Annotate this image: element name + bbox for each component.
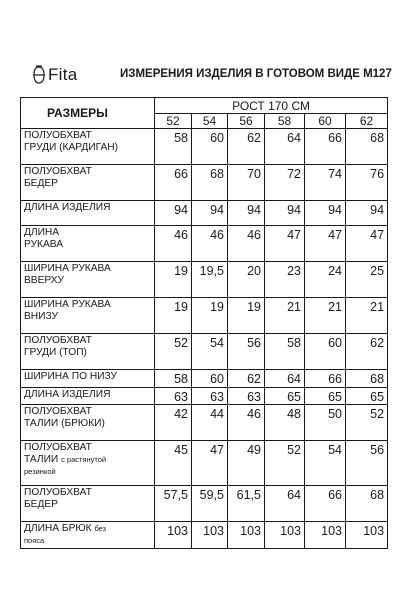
label-line: ПОЛУОБХВАТ	[24, 487, 92, 498]
measurement-value: 46	[228, 405, 265, 441]
measurement-value: 52	[265, 441, 305, 486]
measurement-value: 62	[346, 334, 388, 370]
measurement-value: 103	[346, 522, 388, 549]
label-line: ШИРИНА РУКАВА	[24, 263, 111, 274]
measurement-value: 94	[228, 201, 265, 226]
label-line: ПОЛУОБХВАТ	[24, 335, 92, 346]
label-line: ГРУДИ (ТОП)	[24, 347, 87, 358]
brand-logo	[32, 62, 78, 88]
table-row	[21, 201, 388, 226]
measurement-value: 94	[265, 201, 305, 226]
label-line: ПОЛУОБХВАТ	[24, 130, 92, 141]
measurement-value: 103	[265, 522, 305, 549]
label-line: ТАЛИИ	[24, 454, 59, 465]
measurement-value: 21	[305, 298, 346, 334]
measurement-value: 52	[155, 334, 192, 370]
label-line: БЕДЕР	[24, 499, 58, 510]
measurement-value: 19	[155, 298, 192, 334]
measurement-value: 44	[192, 405, 228, 441]
measurement-value: 48	[265, 405, 305, 441]
measurement-label	[21, 405, 155, 441]
measurement-value: 66	[305, 370, 346, 388]
measurement-value: 60	[192, 370, 228, 388]
table-row	[21, 486, 388, 522]
measurement-value: 49	[228, 441, 265, 486]
measurement-value: 72	[265, 165, 305, 201]
size-cell: 62	[346, 114, 388, 129]
measurement-label	[21, 370, 155, 388]
measurement-value: 24	[305, 262, 346, 298]
measurement-value: 60	[305, 334, 346, 370]
measurement-value: 62	[228, 370, 265, 388]
measurement-value: 23	[265, 262, 305, 298]
measurement-value: 63	[155, 388, 192, 405]
label-line: ДЛИНА ИЗДЕЛИЯ	[24, 202, 111, 213]
measurement-value: 25	[346, 262, 388, 298]
size-cell: 52	[155, 114, 192, 129]
measurement-label	[21, 201, 155, 226]
measurement-value: 65	[346, 388, 388, 405]
measurement-value: 42	[155, 405, 192, 441]
label-line: ПОЛУОБХВАТ	[24, 406, 92, 417]
measurement-value: 66	[305, 486, 346, 522]
label-line: ВВЕРХУ	[24, 275, 64, 286]
measurement-label	[21, 334, 155, 370]
measurement-value: 21	[265, 298, 305, 334]
measurement-value: 94	[192, 201, 228, 226]
measurement-value: 47	[346, 226, 388, 262]
fita-logo-icon	[32, 65, 46, 85]
table-row	[21, 129, 388, 165]
size-chart-table	[20, 97, 388, 549]
measurement-value: 46	[155, 226, 192, 262]
measurement-value: 65	[305, 388, 346, 405]
label-line: ДЛИНА БРЮК	[24, 523, 92, 534]
measurement-value: 63	[192, 388, 228, 405]
label-line: с растянутой	[61, 455, 107, 464]
page-header	[0, 62, 400, 88]
measurement-value: 19	[155, 262, 192, 298]
measurement-label	[21, 262, 155, 298]
measurement-label	[21, 298, 155, 334]
measurement-value: 19	[192, 298, 228, 334]
measurement-value: 103	[228, 522, 265, 549]
measurement-value: 63	[228, 388, 265, 405]
label-line: ДЛИНА	[24, 227, 60, 238]
table-row	[21, 405, 388, 441]
measurement-value: 66	[305, 129, 346, 165]
label-line: ПОЛУОБХВАТ	[24, 442, 92, 453]
measurement-value: 103	[305, 522, 346, 549]
measurement-value: 76	[346, 165, 388, 201]
measurement-label	[21, 129, 155, 165]
label-line: ВНИЗУ	[24, 311, 58, 322]
measurement-value: 60	[192, 129, 228, 165]
table-header-row	[21, 98, 388, 114]
table-row	[21, 522, 388, 549]
measurement-label	[21, 522, 155, 549]
measurement-value: 46	[228, 226, 265, 262]
measurement-value: 56	[346, 441, 388, 486]
measurement-value: 58	[155, 370, 192, 388]
measurement-value: 94	[305, 201, 346, 226]
measurement-value: 64	[265, 129, 305, 165]
measurement-value: 50	[305, 405, 346, 441]
measurement-value: 62	[228, 129, 265, 165]
table-row	[21, 298, 388, 334]
measurement-value: 68	[192, 165, 228, 201]
measurement-value: 54	[305, 441, 346, 486]
measurement-label	[21, 486, 155, 522]
label-line: ШИРИНА ПО НИЗУ	[24, 371, 118, 382]
measurement-value: 103	[155, 522, 192, 549]
measurement-value: 61,5	[228, 486, 265, 522]
measurement-value: 68	[346, 370, 388, 388]
measurement-value: 19	[228, 298, 265, 334]
measurement-label	[21, 165, 155, 201]
measurement-value: 58	[265, 334, 305, 370]
measurement-value: 59,5	[192, 486, 228, 522]
measurement-value: 70	[228, 165, 265, 201]
measurement-value: 57,5	[155, 486, 192, 522]
measurement-value: 47	[192, 441, 228, 486]
document-title: ИЗМЕРЕНИЯ ИЗДЕЛИЯ В ГОТОВОМ ВИДЕ M127	[120, 68, 392, 80]
table-row	[21, 388, 388, 405]
measurement-value: 64	[265, 486, 305, 522]
size-cell: 54	[192, 114, 228, 129]
size-cell: 60	[305, 114, 346, 129]
measurement-value: 21	[346, 298, 388, 334]
label-line: ПОЛУОБХВАТ	[24, 166, 92, 177]
measurement-label	[21, 441, 155, 486]
measurement-value: 56	[228, 334, 265, 370]
sizes-header: РАЗМЕРЫ	[21, 98, 155, 129]
measurement-value: 68	[346, 129, 388, 165]
measurement-value: 46	[192, 226, 228, 262]
measurement-value: 68	[346, 486, 388, 522]
measurement-value: 45	[155, 441, 192, 486]
table-row	[21, 370, 388, 388]
measurement-value: 64	[265, 370, 305, 388]
label-line: ШИРИНА РУКАВА	[24, 299, 111, 310]
measurement-value: 54	[192, 334, 228, 370]
size-cell: 58	[265, 114, 305, 129]
measurement-value: 65	[265, 388, 305, 405]
measurement-label	[21, 226, 155, 262]
logo-text: Fita	[48, 65, 78, 84]
size-cell: 56	[228, 114, 265, 129]
label-line: РУКАВА	[24, 239, 64, 250]
label-line: пояса	[24, 536, 45, 545]
measurement-label	[21, 388, 155, 405]
measurement-value: 94	[155, 201, 192, 226]
label-line: ТАЛИИ (БРЮКИ)	[24, 418, 105, 429]
measurement-value: 47	[265, 226, 305, 262]
height-header: РОСТ 170 СМ	[155, 98, 388, 114]
table-row	[21, 226, 388, 262]
table-row	[21, 334, 388, 370]
measurement-value: 20	[228, 262, 265, 298]
label-line: без	[94, 524, 107, 533]
label-line: БЕДЕР	[24, 178, 58, 189]
measurement-value: 47	[305, 226, 346, 262]
label-line: ДЛИНА ИЗДЕЛИЯ	[24, 389, 111, 400]
table-row	[21, 441, 388, 486]
table-row	[21, 165, 388, 201]
measurement-value: 94	[346, 201, 388, 226]
measurement-value: 66	[155, 165, 192, 201]
measurement-value: 103	[192, 522, 228, 549]
measurement-value: 19,5	[192, 262, 228, 298]
label-line: резинкой	[24, 467, 56, 476]
measurement-value: 52	[346, 405, 388, 441]
measurement-value: 58	[155, 129, 192, 165]
table-row	[21, 262, 388, 298]
label-line: ГРУДИ (КАРДИГАН)	[24, 142, 118, 153]
measurement-value: 74	[305, 165, 346, 201]
